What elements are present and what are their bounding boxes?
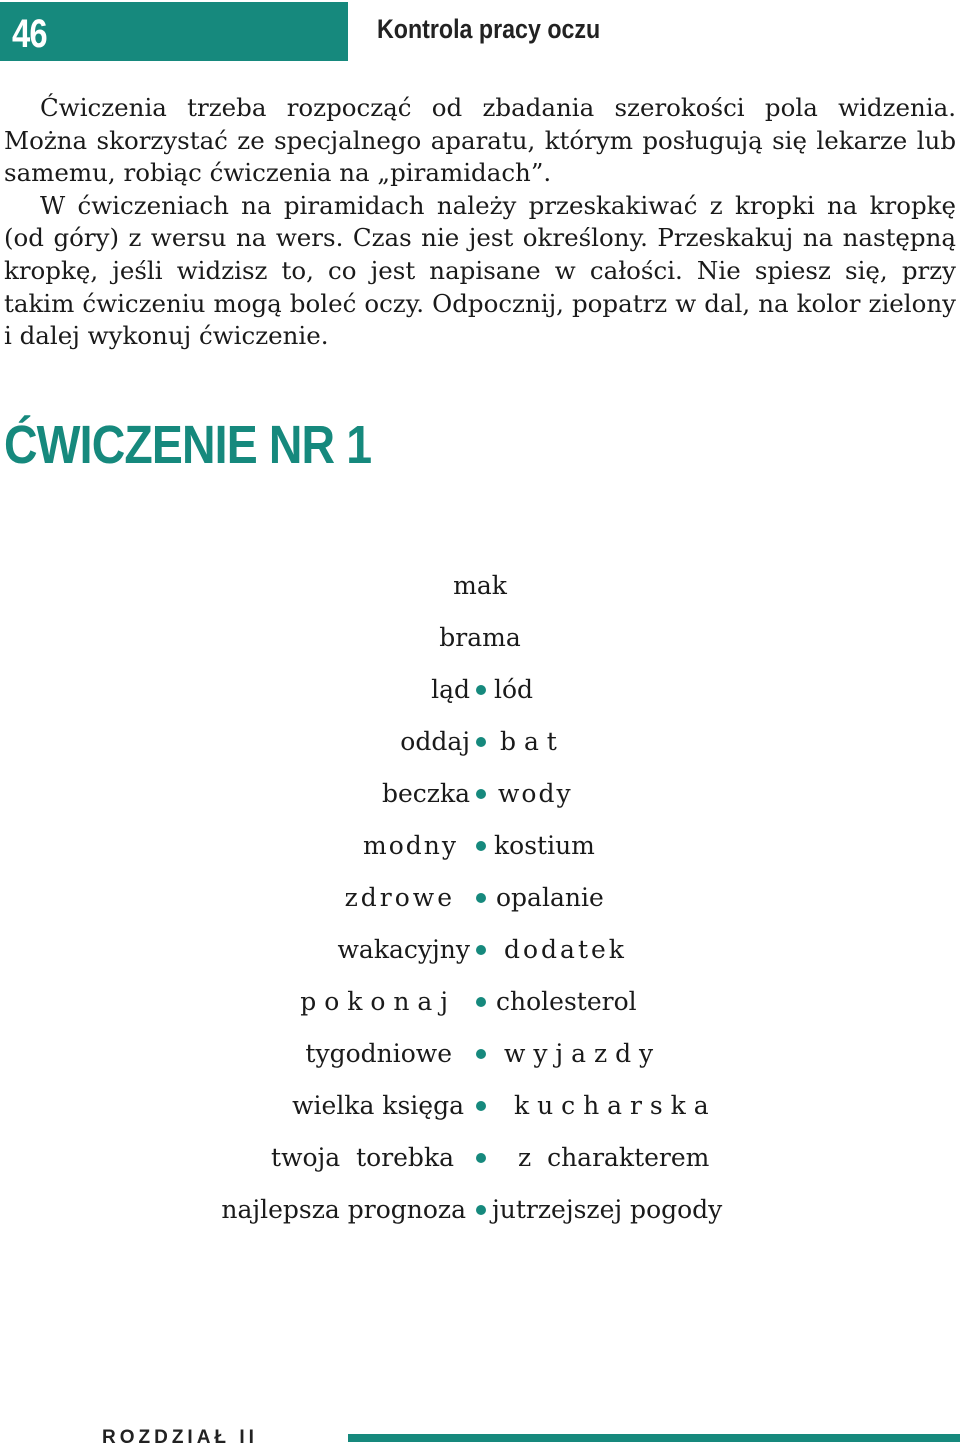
intro-paragraph-1: Ćwiczenia trzeba rozpocząć od zbadania szerokości pola widzenia. Można skorzystać ze specjalnego aparatu, którym posługują się lekarze lub samemu, robiąc ćwiczenia na „piramidach”. — [4, 93, 956, 188]
pyramid-right-word: kostium — [494, 831, 595, 860]
pyramid-top-word: mak — [453, 571, 507, 600]
page-number: 46 — [12, 12, 47, 56]
fixation-dot — [476, 1049, 486, 1059]
pyramid-left-word: ląd — [431, 675, 470, 704]
fixation-dot — [476, 685, 486, 695]
pyramid-left-word: p o k o n a j — [300, 987, 448, 1016]
chapter-label: ROZDZIAŁ II — [102, 1427, 258, 1448]
pyramid-row — [0, 1086, 960, 1126]
fixation-dot — [476, 945, 486, 955]
pyramid-left-word: twoja torebka — [271, 1143, 454, 1172]
pyramid-right-word: z charakterem — [518, 1143, 710, 1172]
footer-rule — [348, 1434, 960, 1442]
pyramid-left-word: modny — [363, 831, 458, 860]
fixation-dot — [476, 997, 486, 1007]
pyramid-row — [0, 930, 960, 970]
pyramid-row — [0, 722, 960, 762]
intro-paragraph-2: W ćwiczeniach na piramidach należy przeskakiwać z kropki na kropkę (od góry) z wersu na wers. Czas nie jest określony. Przeskakuj na następną kropkę, jeśli widzisz to, co jest napisane w całości. Nie spiesz się, przy takim ćwiczeniu mogą boleć oczy. Odpocznij, popatrz w dal, na kolor zielony i dalej wykonuj ćwiczenie. — [4, 190, 956, 351]
pyramid-left-word: zdrowe — [344, 883, 455, 912]
pyramid-left-word: wakacyjny — [337, 935, 470, 964]
pyramid-right-word: dodatek — [504, 935, 627, 964]
pyramid-right-word: lód — [494, 675, 534, 704]
pyramid-right-word: b a t — [500, 727, 557, 756]
fixation-dot — [476, 1205, 486, 1215]
fixation-dot — [476, 841, 486, 851]
fixation-dot — [476, 1153, 486, 1163]
pyramid-row — [0, 826, 960, 866]
fixation-dot — [476, 789, 486, 799]
pyramid-row — [0, 1190, 960, 1230]
running-header: Kontrola pracy oczu — [377, 14, 601, 44]
fixation-dot — [476, 893, 486, 903]
pyramid-row — [0, 774, 960, 814]
intro-text — [4, 92, 956, 353]
pyramid-row — [0, 878, 960, 918]
pyramid-right-word: k u c h a r s k a — [514, 1091, 709, 1120]
pyramid-right-word: w y j a z d y — [504, 1039, 654, 1068]
pyramid-left-word: wielka księga — [292, 1091, 464, 1120]
pyramid-right-word: opalanie — [496, 883, 604, 912]
page-number-box — [0, 2, 348, 61]
pyramid-row — [0, 1138, 960, 1178]
pyramid-left-word: beczka — [381, 779, 470, 808]
pyramid-left-word: oddaj — [400, 727, 470, 756]
pyramid-left-word: najlepsza prognoza — [221, 1195, 466, 1224]
pyramid-right-word: wody — [498, 779, 573, 808]
pyramid-row — [0, 670, 960, 710]
pyramid-top-word: brama — [439, 623, 521, 652]
fixation-dot — [476, 1101, 486, 1111]
pyramid-row — [0, 982, 960, 1022]
pyramid-right-word: jutrzejszej pogody — [492, 1195, 723, 1224]
pyramid-right-word: cholesterol — [496, 987, 637, 1016]
exercise-title: ĆWICZENIE NR 1 — [4, 415, 372, 475]
fixation-dot — [476, 737, 486, 747]
pyramid-row — [0, 1034, 960, 1074]
pyramid-left-word: tygodniowe — [305, 1039, 452, 1068]
